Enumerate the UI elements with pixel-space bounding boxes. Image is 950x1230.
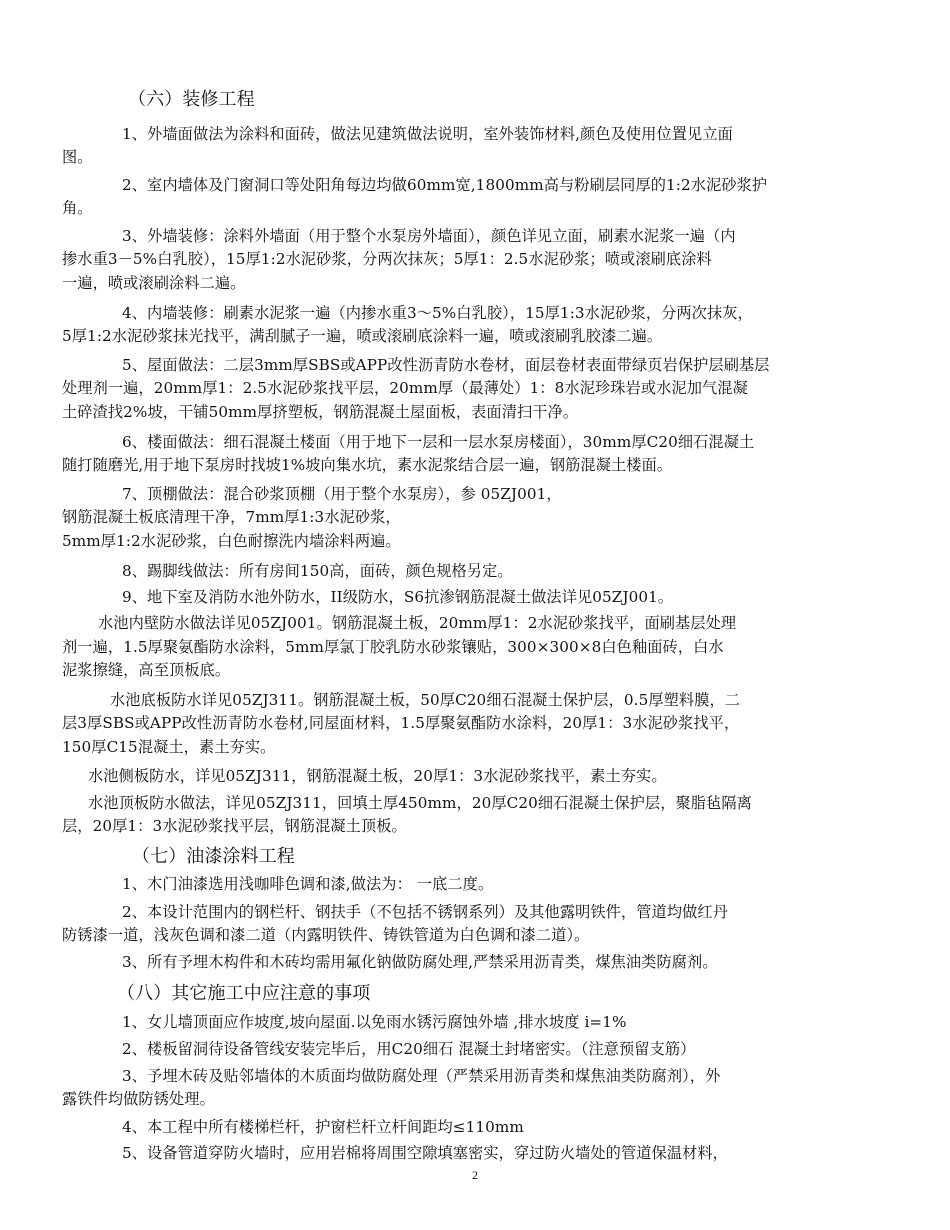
section-heading: （八）其它施工中应注意的事项: [117, 983, 371, 1004]
paragraph-line: 4、内墙装修：刷素水泥浆一遍（内掺水重3～5%白乳胶），15厚1:3水泥砂浆，分两次抹灰，: [122, 304, 753, 322]
page-number: 2: [472, 1168, 478, 1182]
paragraph-line: 1、外墙面做法为涂料和面砖，做法见建筑做法说明，室外装饰材料,颜色及使用位置见立面: [122, 125, 733, 143]
paragraph-line: 钢筋混凝土板底清理干净，7mm厚1:3水泥砂浆，: [62, 508, 401, 526]
paragraph-line: 土碎渣找2%坡，干铺50mm厚挤塑板，钢筋混凝土屋面板，表面清扫干净。: [62, 403, 579, 421]
paragraph-line: 图。: [62, 148, 93, 166]
paragraph-line: 9、地下室及消防水池外防水，II级防水，S6抗渗钢筋混凝土做法详见05ZJ001。: [122, 588, 674, 606]
paragraph-line: 150厚C15混凝土，素土夯实。: [62, 738, 276, 756]
section-heading: （七）油漆涂料工程: [132, 846, 295, 867]
paragraph-line: 层，20厚1：3水泥砂浆找平层，钢筋混凝土顶板。: [62, 817, 407, 835]
paragraph-line: 4、本工程中所有楼梯栏杆，护窗栏杆立杆间距均≤110mm: [122, 1118, 524, 1136]
paragraph-line: 一遍，喷或滚刷涂料二遍。: [62, 274, 246, 292]
paragraph-line: 水池侧板防水，详见05ZJ311，钢筋混凝土板，20厚1：3水泥砂浆找平，素土夯实。: [88, 767, 667, 785]
section-heading: （六）装修工程: [128, 89, 255, 110]
paragraph-line: 5mm厚1:2水泥砂浆，白色耐擦洗内墙涂料两遍。: [62, 532, 401, 550]
paragraph-line: 泥浆擦缝，高至顶板底。: [62, 661, 231, 679]
paragraph-line: 5厚1:2水泥砂浆抹光找平，满刮腻子一遍，喷或滚刷底涂料一遍，喷或滚刷乳胶漆二遍。: [62, 327, 663, 345]
paragraph-line: 防锈漆一道，浅灰色调和漆二道（内露明铁件、铸铁管道为白色调和漆二道）。: [62, 926, 590, 944]
paragraph-line: 掺水重3－5%白乳胶），15厚1:2水泥砂浆，分两次抹灰；5厚1：2.5水泥砂浆；喷或滚刷底涂料: [62, 250, 712, 268]
paragraph-line: 2、本设计范围内的钢栏杆、钢扶手（不包括不锈钢系列）及其他露明铁件，管道均做红丹: [122, 903, 728, 921]
paragraph-line: 角。: [62, 199, 93, 217]
paragraph-line: 1、女儿墙顶面应作坡度,坡向屋面.以免雨水锈污腐蚀外墙 ,排水坡度 i=1%: [122, 1013, 627, 1031]
paragraph-line: 5、屋面做法：二层3mm厚SBS或APP改性沥青防水卷材，面层卷材表面带绿页岩保护层刷基层: [122, 356, 770, 374]
paragraph-line: 3、所有予埋木构件和木砖均需用氟化钠做防腐处理,严禁采用沥青类，煤焦油类防腐剂。: [122, 953, 718, 971]
paragraph-line: 6、楼面做法：细石混凝土楼面（用于地下一层和一层水泵房楼面），30mm厚C20细石混凝土: [122, 433, 755, 451]
paragraph-line: 露铁件均做防锈处理。: [62, 1090, 215, 1108]
paragraph-line: 7、顶棚做法：混合砂浆顶棚（用于整个水泵房），参 05ZJ001，: [122, 485, 562, 503]
paragraph-line: 3、外墙装修：涂料外墙面（用于整个水泵房外墙面），颜色详见立面，刷素水泥浆一遍（内: [122, 227, 736, 245]
paragraph-line: 层3厚SBS或APP改性沥青防水卷材,同屋面材料，1.5厚聚氨酯防水涂料，20厚1：3水泥砂浆找平，: [62, 714, 740, 732]
paragraph-line: 处理剂一遍，20mm厚1：2.5水泥砂浆找平层，20mm厚（最薄处）1：8水泥珍珠岩或水泥加气混凝: [62, 379, 748, 397]
paragraph-line: 2、楼板留洞待设备管线安装完毕后，用C20细石 混凝土封堵密实。（注意预留支筋）: [122, 1040, 696, 1058]
paragraph-line: 水池底板防水详见05ZJ311。钢筋混凝土板，50厚C20细石混凝土保护层，0.5厚塑料膜，二: [110, 691, 741, 709]
paragraph-line: 剂一遍，1.5厚聚氨酯防水涂料，5mm厚氯丁胶乳防水砂浆镶贴，300×300×8白色釉面砖，白水: [62, 638, 724, 656]
paragraph-line: 8、踢脚线做法：所有房间150高，面砖，颜色规格另定。: [122, 562, 513, 580]
paragraph-line: 水池内壁防水做法详见05ZJ001。钢筋混凝土板，20mm厚1：2水泥砂浆找平，面刷基层处理: [98, 614, 737, 632]
paragraph-line: 5、设备管道穿防火墙时，应用岩棉将周围空隙填塞密实，穿过防火墙处的管道保温材料，: [122, 1144, 728, 1162]
paragraph-line: 2、室内墙体及门窗洞口等处阳角每边均做60mm宽,1800mm高与粉刷层同厚的1:2水泥砂浆护: [122, 176, 768, 194]
paragraph-line: 随打随磨光,用于地下泵房时找坡1%坡向集水坑，素水泥浆结合层一遍，钢筋混凝土楼面。: [62, 456, 673, 474]
paragraph-line: 3、予埋木砖及贴邻墙体的木质面均做防腐处理（严禁采用沥青类和煤焦油类防腐剂），外: [122, 1067, 721, 1085]
paragraph-line: 1、木门油漆选用浅咖啡色调和漆,做法为： 一底二度。: [122, 875, 494, 893]
paragraph-line: 水池顶板防水做法，详见05ZJ311，回填土厚450mm，20厚C20细石混凝土保护层，聚脂毡隔离: [88, 794, 752, 812]
